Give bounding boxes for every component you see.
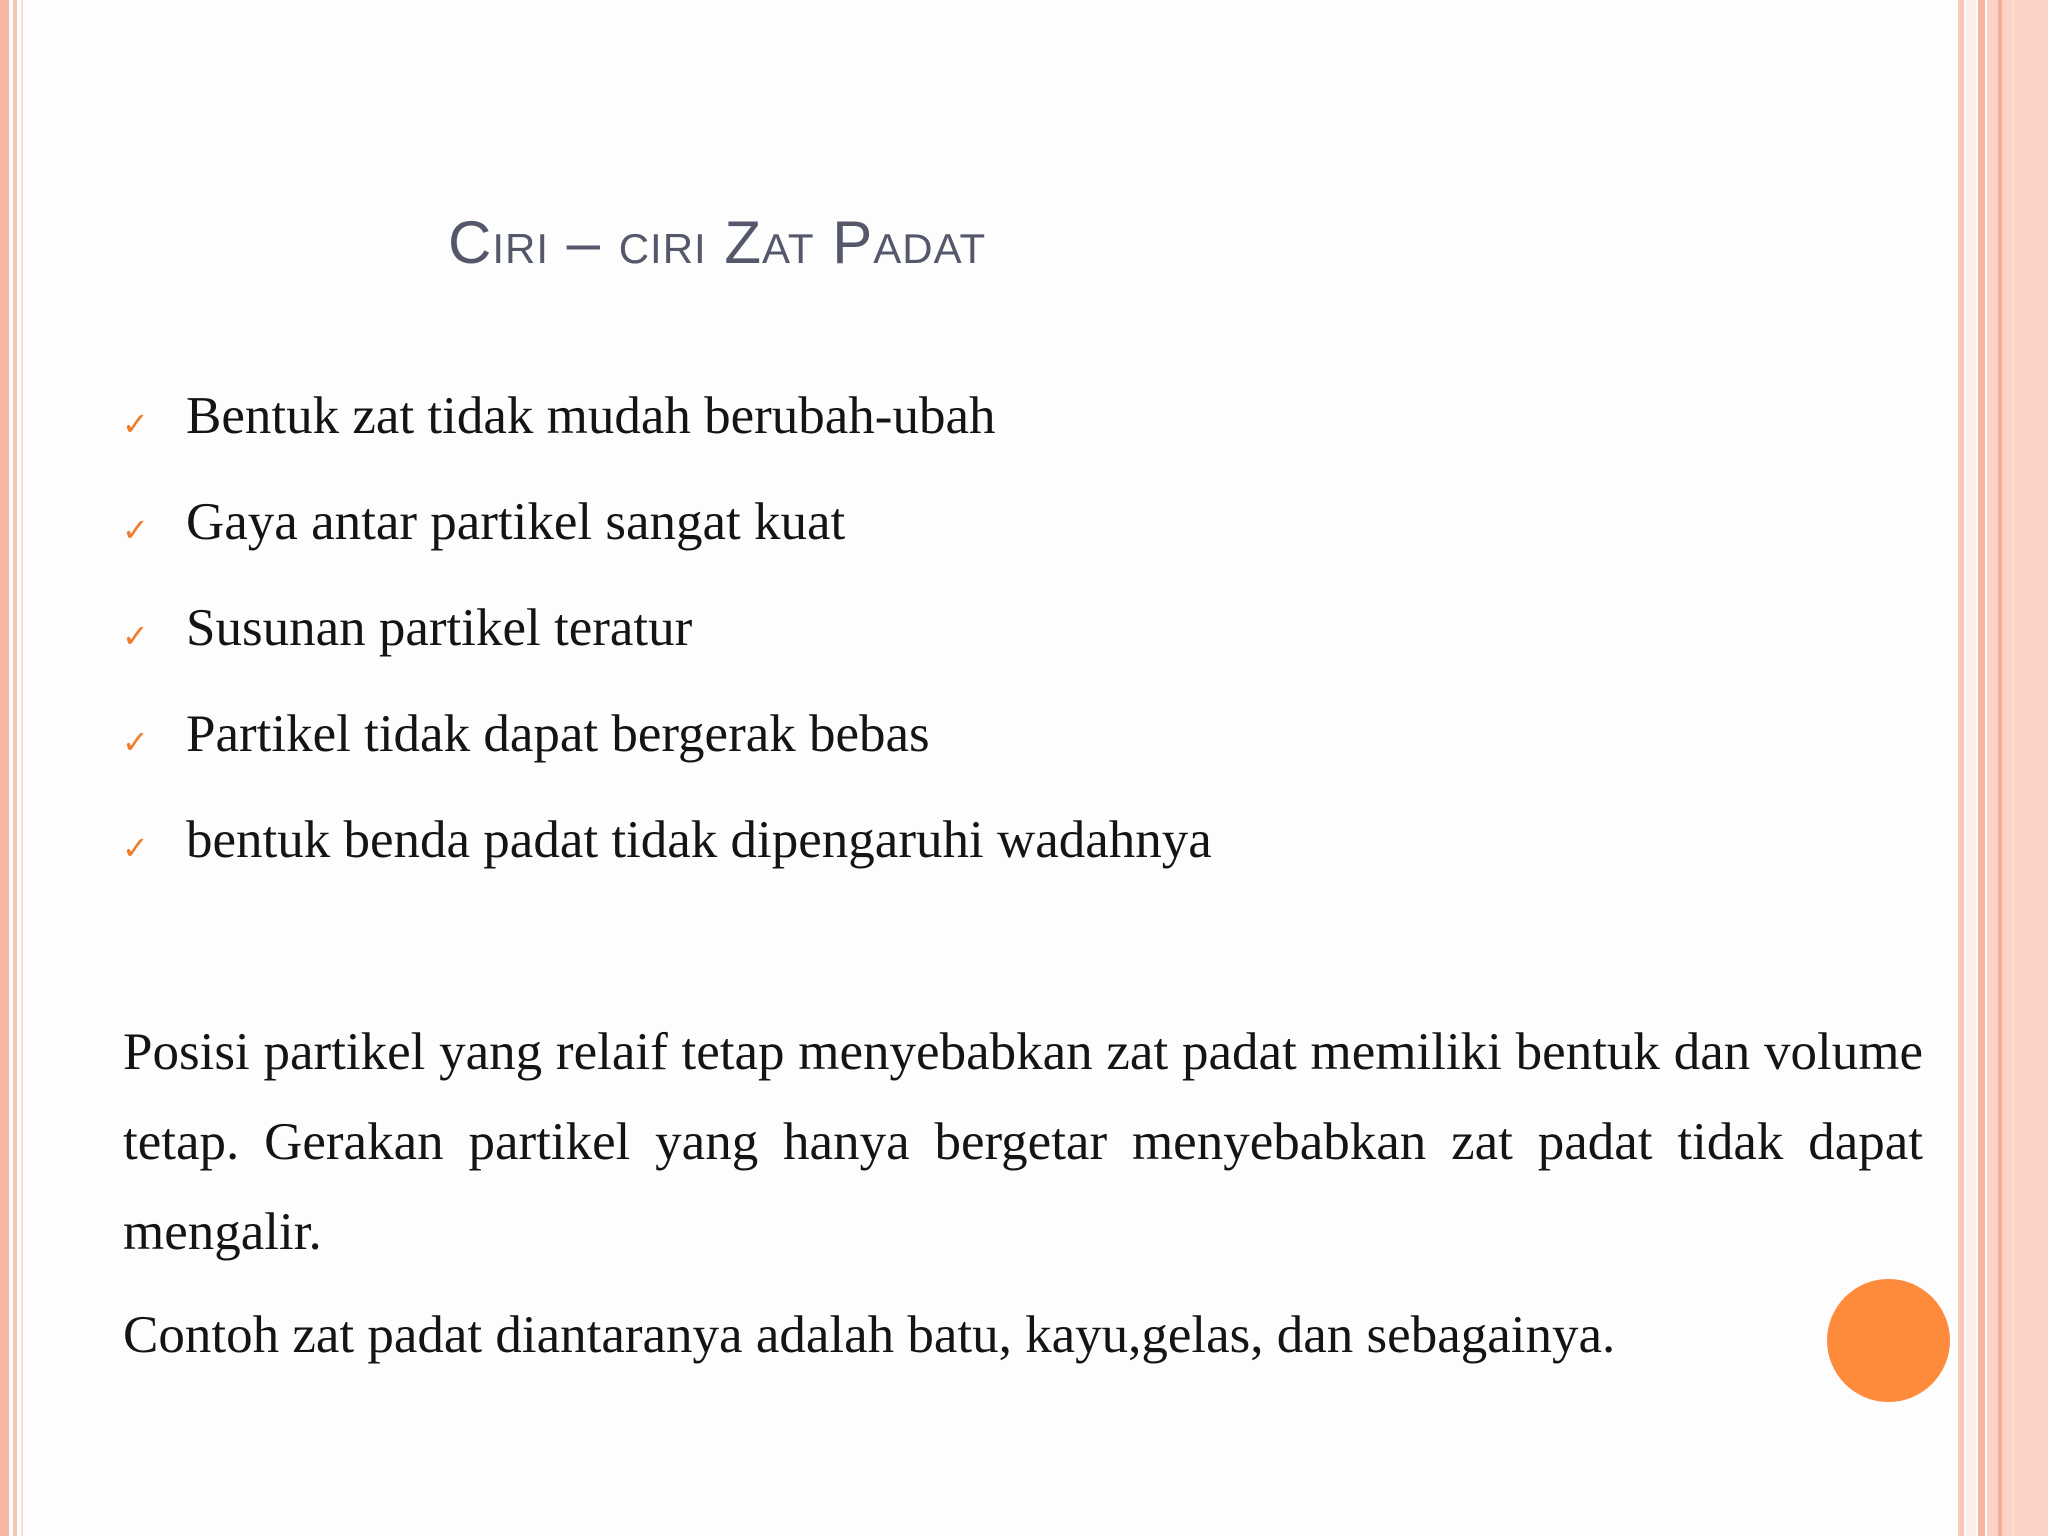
left-border-stripe (21, 0, 23, 1536)
example-paragraph: Contoh zat padat diantaranya adalah batu, kayu,gelas, dan sebagainya. (123, 1306, 1616, 1364)
list-item (118, 484, 1212, 590)
right-border-stripe (1966, 0, 1976, 1536)
list-item-text: Bentuk zat tidak mudah berubah-ubah (186, 387, 996, 445)
description-paragraph: Posisi partikel yang relaif tetap menyebabkan zat padat memiliki bentuk dan volume tetap. Gerakan partikel yang hanya bergetar menyebabkan zat padat tidak dapat mengalir. (123, 1023, 1923, 1261)
right-border-stripe (2012, 0, 2015, 1536)
accent-circle (1827, 1279, 1950, 1402)
list-item (118, 590, 1212, 696)
list-item (118, 696, 1212, 802)
left-border-stripe (13, 0, 17, 1536)
slide-title: Ciri – ciri Zat Padat (448, 209, 987, 276)
checkmark-icon: ✓ (122, 723, 149, 761)
list-item-text: Partikel tidak dapat bergerak bebas (186, 705, 930, 763)
right-border-stripe (1998, 0, 2002, 1536)
left-border-stripe (0, 0, 9, 1536)
list-item (118, 378, 1212, 484)
checkmark-icon: ✓ (122, 405, 149, 443)
checkmark-icon: ✓ (122, 829, 149, 867)
list-item-text: Gaya antar partikel sangat kuat (186, 493, 846, 551)
checkmark-icon: ✓ (122, 511, 149, 549)
bullet-list (118, 378, 1212, 908)
list-item (118, 802, 1212, 908)
right-border-stripe (1958, 0, 1964, 1536)
right-border-stripe (1978, 0, 1985, 1536)
right-border-band (1987, 0, 2048, 1536)
checkmark-icon: ✓ (122, 617, 149, 655)
list-item-text: bentuk benda padat tidak dipengaruhi wadahnya (186, 811, 1212, 869)
list-item-text: Susunan partikel teratur (186, 599, 693, 657)
